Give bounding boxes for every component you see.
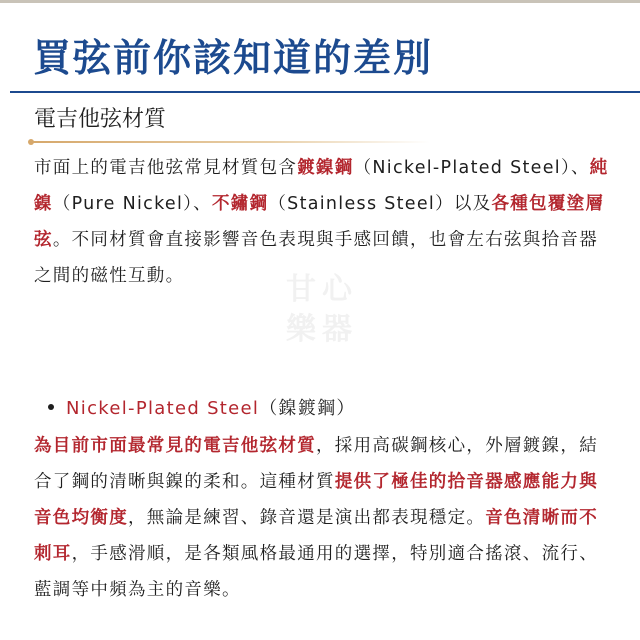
bullet-icon	[48, 404, 54, 410]
intro-text-4: （Stainless Steel）以及	[268, 194, 492, 214]
highlight-clear-tone: 音色清晰而不刺耳	[34, 508, 599, 564]
highlight-stainless: 不鏽鋼	[211, 194, 269, 214]
material-name: Nickel-Plated Steel	[66, 398, 260, 419]
highlight-most-common: 為目前市面最常見的電吉他弦材質	[34, 436, 316, 456]
description-text-3: ，手感滑順，是各類風格最通用的選擇，特別適合搖滾、流行、藍調等中頻為主的音樂。	[34, 544, 599, 600]
highlight-coated: 各種包覆塗層弦	[34, 194, 605, 250]
highlight-nickel-plated: 鍍鎳鋼	[297, 158, 354, 178]
intro-text-5: 。不同材質會直接影響音色表現與手感回饋，也會左右弦與拾音器之間的磁性互動。	[34, 230, 599, 286]
material-description	[34, 428, 610, 608]
highlight-pure-nickel: 純鎳	[34, 158, 609, 214]
subtitle-underline-dot	[28, 139, 34, 145]
description-text-2: ，無論是練習、錄音還是演出都表現穩定。	[128, 508, 486, 528]
subtitle-underline	[30, 141, 430, 143]
intro-text-1: 市面上的電吉他弦常見材質包含	[34, 158, 298, 178]
intro-text-3: （Pure Nickel）、	[52, 194, 212, 214]
intro-text-2: （Nickel-Plated Steel）、	[353, 158, 590, 178]
top-divider	[0, 0, 640, 3]
highlight-pickup-response: 提供了極佳的拾音器感應能力與音色均衡度	[34, 472, 599, 528]
material-name-zh: （鎳鍍鋼）	[259, 398, 356, 419]
page-title: 買弦前你該知道的差別	[33, 36, 434, 80]
material-heading	[48, 394, 356, 424]
watermark-logo: 甘心樂器	[286, 272, 358, 347]
section-subtitle: 電吉他弦材質	[34, 107, 167, 132]
description-text-1: ，採用高碳鋼核心，外層鍍鎳，結合了鋼的清晰與鎳的柔和。這種材質	[34, 436, 598, 492]
title-underline	[10, 91, 640, 93]
